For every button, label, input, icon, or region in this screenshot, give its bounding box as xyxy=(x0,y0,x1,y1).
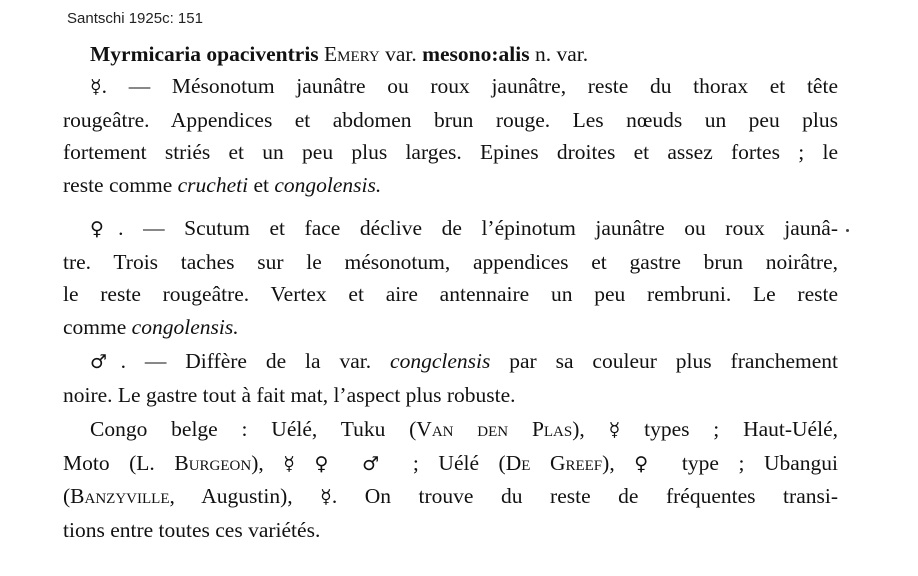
stray-mark xyxy=(846,229,849,232)
text-span: ; Uélé ( xyxy=(393,450,506,475)
taxon-name: Myrmicaria opaciventris xyxy=(90,42,319,66)
worker-symbol-icon: ☿ xyxy=(320,486,332,509)
text-line xyxy=(63,212,838,246)
text-span: reste comme xyxy=(63,173,178,198)
text-span: . — Mésonotum jaunâtre ou roux jaunâtre, reste du thorax et tête xyxy=(101,74,838,98)
text-span: , Augustin), xyxy=(169,484,321,509)
text-line xyxy=(63,70,838,104)
text-span: . — Diffère de la var. xyxy=(120,349,391,373)
taxon-author: Emery xyxy=(324,42,380,66)
worker-symbol-icon: ☿ xyxy=(90,76,102,98)
locality-name: Banzyville xyxy=(70,484,170,509)
male-symbol-icon: ♂ xyxy=(90,351,121,373)
text-line xyxy=(63,413,838,447)
text-span: Moto (L. xyxy=(63,450,175,475)
text-span: ), xyxy=(572,417,609,441)
text-line: tions entre toutes ces variétés. xyxy=(63,518,321,543)
text-span: Congo belge : Uélé, Tuku ( xyxy=(90,417,417,441)
worker-symbol-icon: ☿ xyxy=(608,419,621,441)
queen-symbol-icon: ♀ xyxy=(634,452,663,475)
text-line: noire. Le gastre tout à fait mat, l’aspect plus robuste. xyxy=(63,382,516,407)
taxon-status: n. var. xyxy=(534,42,589,66)
collector-name: De Greef xyxy=(505,450,603,475)
text-line xyxy=(63,311,838,344)
text-span: . — Scutum et face déclive de l’épinotum jaunâtre ou roux jaunâ- xyxy=(118,216,838,240)
taxon-rank: var. xyxy=(385,42,417,66)
species-name: congolensis. xyxy=(274,173,382,198)
male-description xyxy=(63,345,838,411)
text-span: ( xyxy=(63,484,71,509)
collector-name: Burgeon xyxy=(174,450,252,475)
worker-description xyxy=(63,70,838,202)
queen-description xyxy=(63,212,838,344)
text-line xyxy=(63,169,838,202)
species-name: congolensis. xyxy=(131,315,239,340)
text-span: type ; Ubangui xyxy=(662,450,839,475)
locality-paragraph xyxy=(63,413,838,547)
text-line xyxy=(63,480,838,514)
text-span: ), xyxy=(602,450,635,475)
species-name: crucheti xyxy=(177,173,249,198)
taxon-heading xyxy=(90,38,850,70)
text-span: et xyxy=(248,173,275,198)
text-span: comme xyxy=(63,315,132,340)
text-span: par sa couleur plus franchement xyxy=(490,349,838,373)
text-line: rougeâtre. Appendices et abdomen brun rouge. Les nœuds un peu plus xyxy=(63,107,838,132)
text-span: ), xyxy=(251,450,284,475)
text-line xyxy=(63,345,838,379)
species-name: congclensis xyxy=(390,349,491,373)
citation-label: Santschi 1925c: 151 xyxy=(67,10,203,27)
collector-name: Van den Plas xyxy=(416,417,573,441)
text-line: le reste rougeâtre. Vertex et aire antennaire un peu rembruni. Le reste xyxy=(63,282,838,307)
text-line xyxy=(63,447,838,481)
queen-symbol-icon: ♀ xyxy=(90,218,119,240)
text-line: fortement striés et un peu plus larges. Epines droites et assez fortes ; le xyxy=(63,140,838,165)
text-line: tre. Trois taches sur le mésonotum, appendices et gastre brun noirâtre, xyxy=(63,249,838,274)
queen-symbol-icon: ♀ xyxy=(314,452,343,475)
text-span: types ; Haut-Uélé, xyxy=(620,417,838,441)
male-symbol-icon: ♂ xyxy=(362,452,394,475)
variety-name: mesono:alis xyxy=(422,42,530,66)
text-span: . On trouve du reste de fréquentes transi- xyxy=(331,484,838,509)
worker-symbol-icon: ☿ xyxy=(283,452,295,475)
